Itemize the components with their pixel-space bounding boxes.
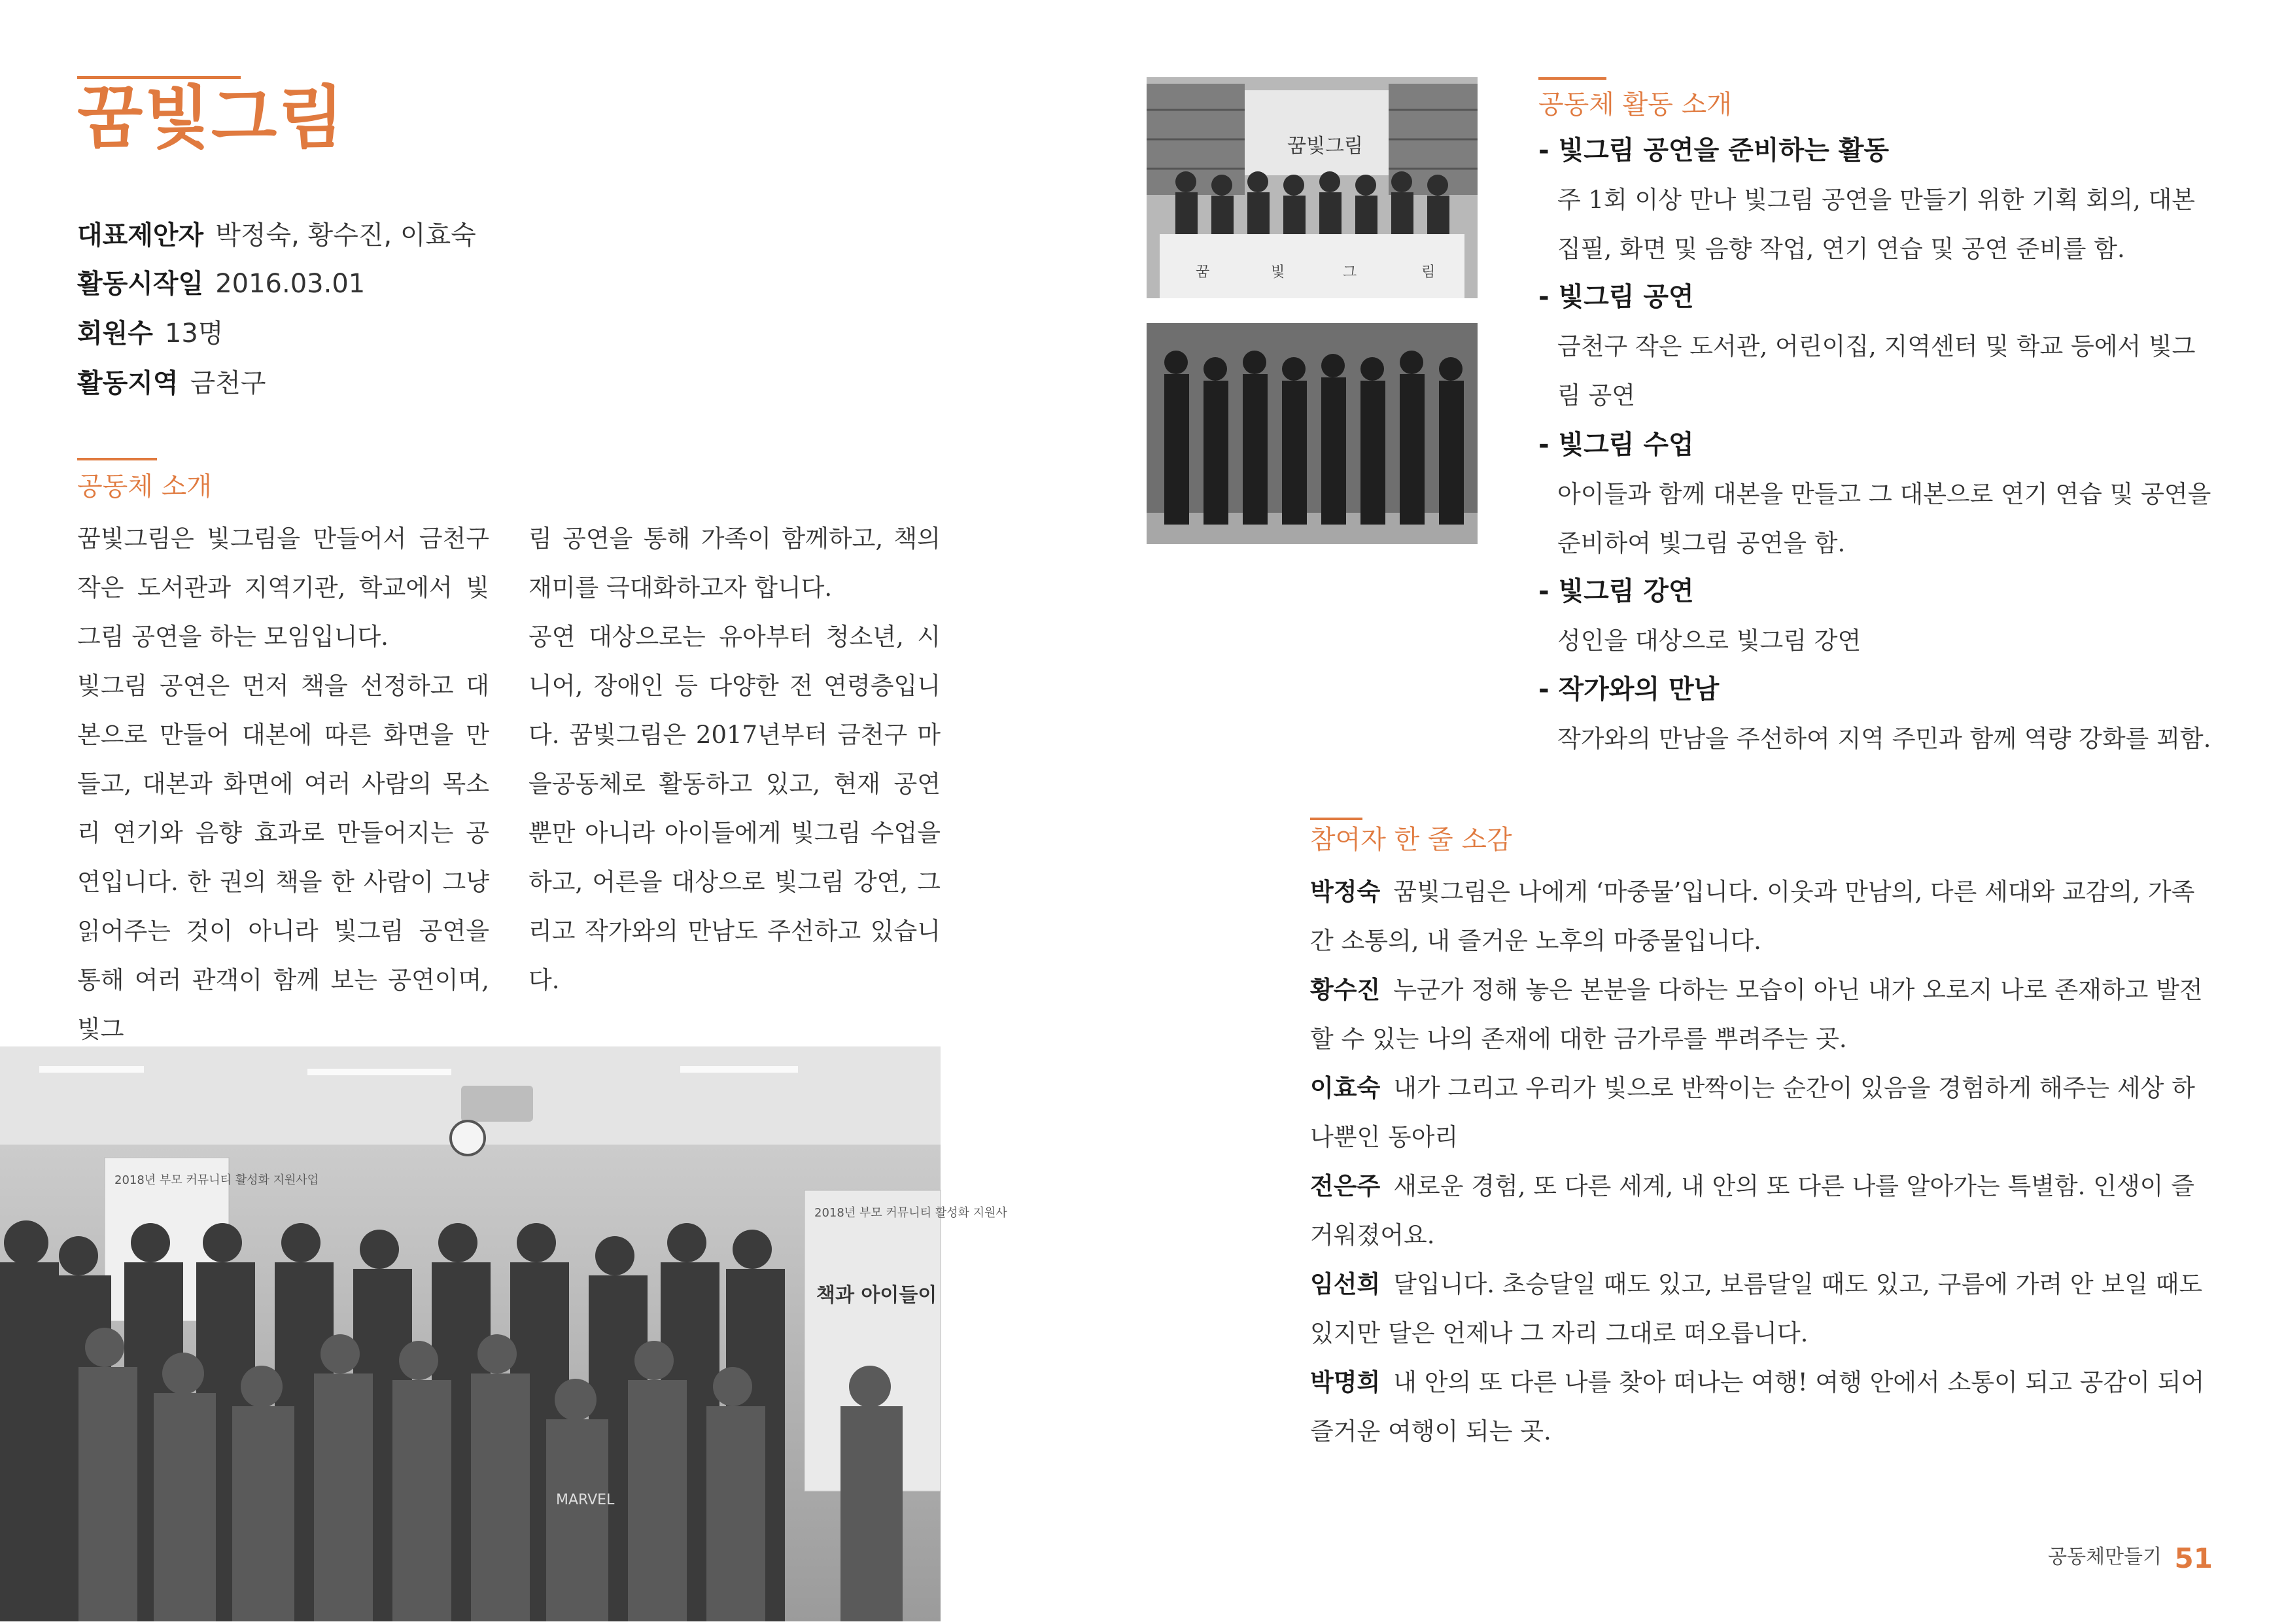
intro-paragraph: 빛그림 공연은 먼저 책을 선정하고 대본으로 만들어 대본에 따른 화면을 만들고, 대본과 화면에 여러 사람의 목소리 연기와 음향 효과로 만들어지는 공연입니다. 한 권의 책을 한 사람이 그냥 읽어주는 것이 아니라 빛그림 공연을 통해 여러 관객이 함께 보는 공연이며, 빛그 [77,672,489,1043]
meta-label: 회원수 [77,319,153,349]
feedback-name: 전은주 [1310,1172,1381,1200]
group-sign-left: 2018년 부모 커뮤니티 활성화 지원사업 [114,1173,319,1187]
meta-members [77,318,223,349]
feedback-name: 박명희 [1310,1368,1381,1396]
feedback-name: 황수진 [1310,976,1381,1004]
intro-accent-rule [77,458,157,460]
feedback-item [1310,1162,2213,1260]
meta-label: 대표제안자 [77,220,204,251]
feedback-item [1310,1260,2213,1358]
feedback-name: 박정숙 [1310,878,1381,906]
meta-proposer [77,220,476,251]
activity-text: 아이들과 함께 대본을 만들고 그 대본으로 연기 연습 및 공연을 준비하여 빛그림 공연을 함. [1557,480,2211,557]
members-table-illustration [1147,77,1478,298]
activity-text: 성인을 대상으로 빛그림 강연 [1557,627,1862,655]
activity-text: 작가와의 만남을 주선하여 지역 주민과 함께 역량 강화를 꾀함. [1557,725,2211,753]
activity-desc [1557,714,2213,763]
footer-label: 공동체만들기 [2048,1546,2162,1568]
members-standing-illustration [1147,323,1478,544]
feedback-text: 내가 그리고 우리가 빛으로 반짝이는 순간이 있음을 경험하게 해주는 세상 하나뿐인 동아리 [1310,1074,2195,1151]
meta-value: 금천구 [190,368,266,398]
feedback-text: 새로운 경험, 또 다른 세계, 내 안의 또 다른 나를 알아가는 특별함. 인생이 즐거워졌어요. [1310,1172,2194,1249]
table-label: 그 [1343,264,1357,281]
members-standing-photo [1147,323,1478,544]
group-sign-right: 2018년 부모 커뮤니티 활성화 지원사 [814,1206,1007,1220]
feedback-text: 내 안의 또 다른 나를 찾아 떠나는 여행! 여행 안에서 소통이 되고 공감이 되어 즐거운 여행이 되는 곳. [1310,1368,2205,1445]
meta-label: 활동시작일 [77,269,204,299]
activity-title: - 빛그림 수업 [1538,430,1694,460]
banner-text: 꿈빛그림 [1287,135,1363,158]
feedback-item [1310,1358,2213,1456]
feedback-accent-rule [1310,818,1362,820]
meta-label: 활동지역 [77,368,179,398]
activity-text: 금천구 작은 도서관, 어린이집, 지역센터 및 학교 등에서 빛그림 공연 [1557,332,2196,409]
meta-value: 박정숙, 황수진, 이효숙 [215,220,476,251]
table-label: 빛 [1271,264,1285,281]
projector-icon [461,1086,533,1122]
feedback-text: 꿈빛그림은 나에게 ‘마중물’입니다. 이웃과 만남의, 다른 세대와 교감의, 가족 간 소통의, 내 즐거운 노후의 마중물입니다. [1310,878,2195,955]
intro-paragraph: 공연 대상으로는 유아부터 청소년, 시니어, 장애인 등 다양한 전 연령층입니다. 꿈빛그림은 2017년부터 금천구 마을공동체로 활동하고 있고, 현재 공연뿐만 아니라 아이들에게 빛그림 수업을 하고, 어른을 대상으로 빛그림 강연, 그리고 작가와의 만남도 주선하고 있습니다. [528,623,941,994]
feedback-name: 임선희 [1310,1270,1381,1298]
activity-title: - 빛그림 공연 [1538,282,1694,312]
clock-icon [451,1121,485,1155]
page-number: 51 [2174,1542,2213,1574]
table-label: 꿈 [1196,264,1210,281]
meta-value: 13명 [164,319,224,349]
group-photo [0,1046,1007,1621]
feedback-text: 달입니다. 초승달일 때도 있고, 보름달일 때도 있고, 구름에 가려 안 보일 때도 있지만 달은 언제나 그 자리 그대로 떠오릅니다. [1310,1270,2203,1347]
meta-start-date [77,268,365,300]
meta-region [77,368,266,399]
activity-title: - 빛그림 강연 [1538,576,1694,606]
group-photo-illustration [0,1046,1007,1621]
activity-title: - 작가와의 만남 [1538,674,1720,704]
intro-heading: 공동체 소개 [77,472,212,502]
intro-column-2 [528,514,941,1005]
feedback-item [1310,1063,2213,1162]
feedback-item [1310,867,2213,965]
activity-desc [1557,175,2213,273]
activity-text: 주 1회 이상 만나 빛그림 공연을 만들기 위한 기획 회의, 대본 집필, 화면 및 음향 작업, 연기 연습 및 공연 준비를 함. [1557,186,2195,263]
feedback-name: 이효숙 [1310,1074,1381,1102]
feedback-heading: 참여자 한 줄 소감 [1310,825,1512,855]
table-label: 림 [1421,264,1436,281]
activity-title: - 빛그림 공연을 준비하는 활동 [1538,135,1889,165]
activities-accent-rule [1538,77,1606,80]
activity-desc [1557,322,2213,420]
page-title: 꿈빛그림 [77,78,345,158]
members-table-photo [1147,77,1478,298]
intro-column-1 [77,514,489,1054]
group-poster-text: 책과 아이들이 [816,1284,937,1307]
intro-paragraph: 꿈빛그림은 빛그림을 만들어서 금천구 작은 도서관과 지역기관, 학교에서 빛그림 공연을 하는 모임입니다. [77,525,489,651]
intro-paragraph: 림 공연을 통해 가족이 함께하고, 책의 재미를 극대화하고자 합니다. [528,525,941,602]
meta-value: 2016.03.01 [215,269,366,299]
feedback-text: 누군가 정해 놓은 본분을 다하는 모습이 아닌 내가 오로지 나로 존재하고 발전할 수 있는 나의 존재에 대한 금가루를 뿌려주는 곳. [1310,976,2203,1053]
activities-heading: 공동체 활동 소개 [1538,90,1732,120]
banner [1245,90,1389,175]
feedback-item [1310,965,2213,1063]
shirt-text: MARVEL [556,1492,615,1508]
activity-desc [1557,616,2213,665]
activity-desc [1557,470,2213,568]
